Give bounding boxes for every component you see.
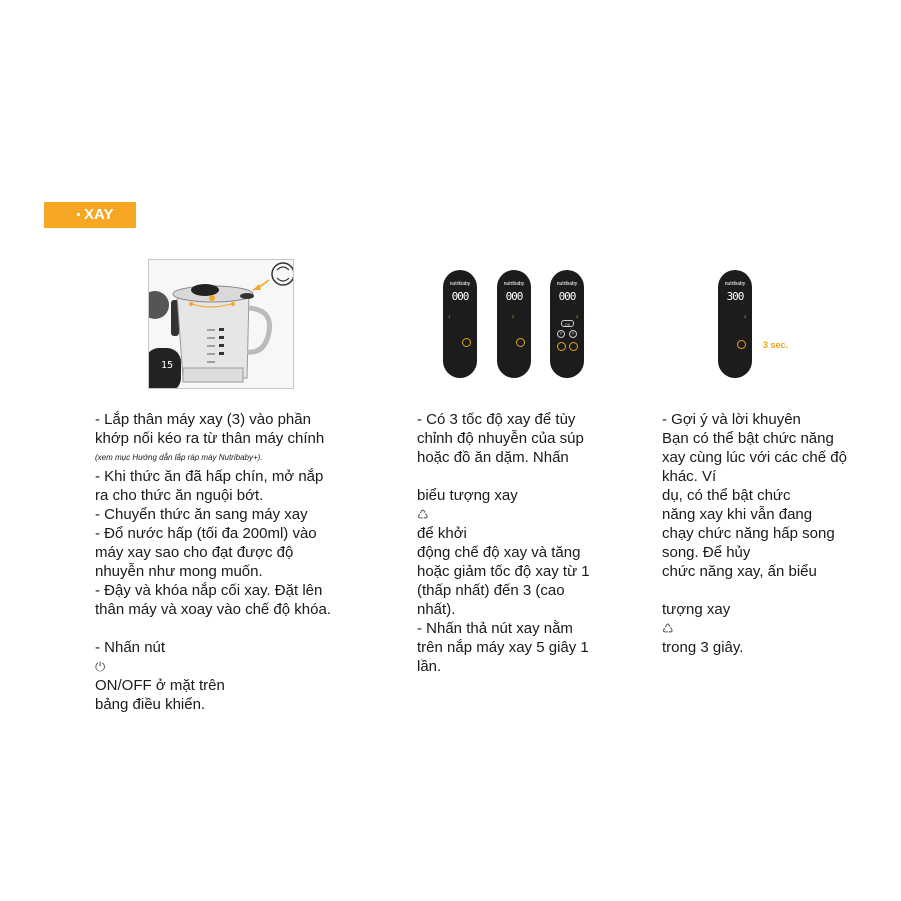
speed-level: 3 <box>576 314 579 319</box>
panel-display: 300 <box>726 290 744 303</box>
blend-icon <box>569 342 578 351</box>
instruction-line <box>662 581 892 657</box>
instruction-fragment: - Nhấn nút <box>95 639 166 656</box>
ok-button[interactable]: OK <box>561 320 574 327</box>
blend-icon <box>462 338 471 347</box>
control-panel-hold <box>718 270 752 378</box>
power-icon: ⏻ <box>95 659 106 674</box>
speed-level: 2 <box>512 314 515 319</box>
panel-brand-logo: nutribaby <box>503 281 525 287</box>
machine-display-readout: 15 <box>161 360 174 371</box>
tips-column <box>662 410 892 657</box>
control-panel-speed-3 <box>550 270 584 378</box>
assembly-note: (xem mục Hướng dẫn lắp ráp máy Nutribaby+). <box>95 453 263 462</box>
speed-level: 1 <box>448 314 451 319</box>
control-panel-speed-1 <box>443 270 477 378</box>
panel-display: 000 <box>505 290 523 303</box>
hold-duration-label: 3 sec. <box>763 340 789 350</box>
instruction-line <box>95 619 395 695</box>
instruction-text: - Khi thức ăn đã hấp chín, mở nắp ra cho thức ăn nguội bớt. - Chuyển thức ăn sang máy xay - Đổ nước hấp (tối đa 200ml) vào máy xay sao cho đạt được độ nhuyễn như mong muốn. - Đậy và khóa nắp cối xay. Đặt lên thân máy và xoay vào chế độ khóa. <box>95 468 331 618</box>
instruction-fragment: trong 3 giây. <box>662 639 744 656</box>
instruction-line <box>417 467 632 543</box>
blend-icon: ♺ <box>417 507 429 522</box>
instruction-text: động chế độ xay và tăng hoặc giảm tốc độ xay từ 1 (thấp nhất) đến 3 (cao nhất). - Nhấn thả nút xay nằm trên nắp máy xay 5 giây 1 lần. <box>417 544 590 675</box>
instruction-line: - Lắp thân máy xay (3) vào phần <box>95 411 311 428</box>
blend-icon <box>516 338 525 347</box>
steam-icon <box>557 342 566 351</box>
panel-display: 000 <box>451 290 469 303</box>
up-arrow-button[interactable]: ˄ <box>569 330 577 338</box>
panel-brand-logo: nutribaby <box>556 281 578 287</box>
blend-icon <box>737 340 746 349</box>
instruction-fragment: để khởi <box>417 525 467 542</box>
panel-brand-logo: nutribaby <box>449 281 471 287</box>
blend-icon: ♺ <box>662 621 674 636</box>
blender-assembly-illustration <box>148 259 294 389</box>
instruction-fragment: biểu tượng xay <box>417 487 518 504</box>
panel-display: 000 <box>558 290 576 303</box>
speed-level: 3 <box>744 314 747 319</box>
instruction-line: bảng điều khiển. <box>95 696 206 713</box>
instruction-line: khớp nối kéo ra từ thân máy chính <box>95 430 325 447</box>
instructions-column-2 <box>417 410 632 676</box>
down-arrow-button[interactable]: ˅ <box>557 330 565 338</box>
instruction-fragment: tượng xay <box>662 601 731 618</box>
instruction-text: - Có 3 tốc độ xay để tùy chỉnh độ nhuyễn của súp hoặc đồ ăn dặm. Nhấn <box>417 411 584 466</box>
tips-text: - Gợi ý và lời khuyên Bạn có thể bật chức năng xay cùng lúc với các chế độ khác. Ví dụ, có thể bật chức năng xay khi vẫn đang chạy chức năng hấp song song. Để hủy chức năng xay, ấn biểu <box>662 411 847 580</box>
control-panel-speed-2 <box>497 270 531 378</box>
instruction-fragment: ON/OFF ở mặt trên <box>95 677 225 694</box>
section-title-tag: XAY <box>44 202 136 228</box>
panel-brand-logo: nutribaby <box>724 281 746 287</box>
instructions-column-1 <box>95 410 395 714</box>
